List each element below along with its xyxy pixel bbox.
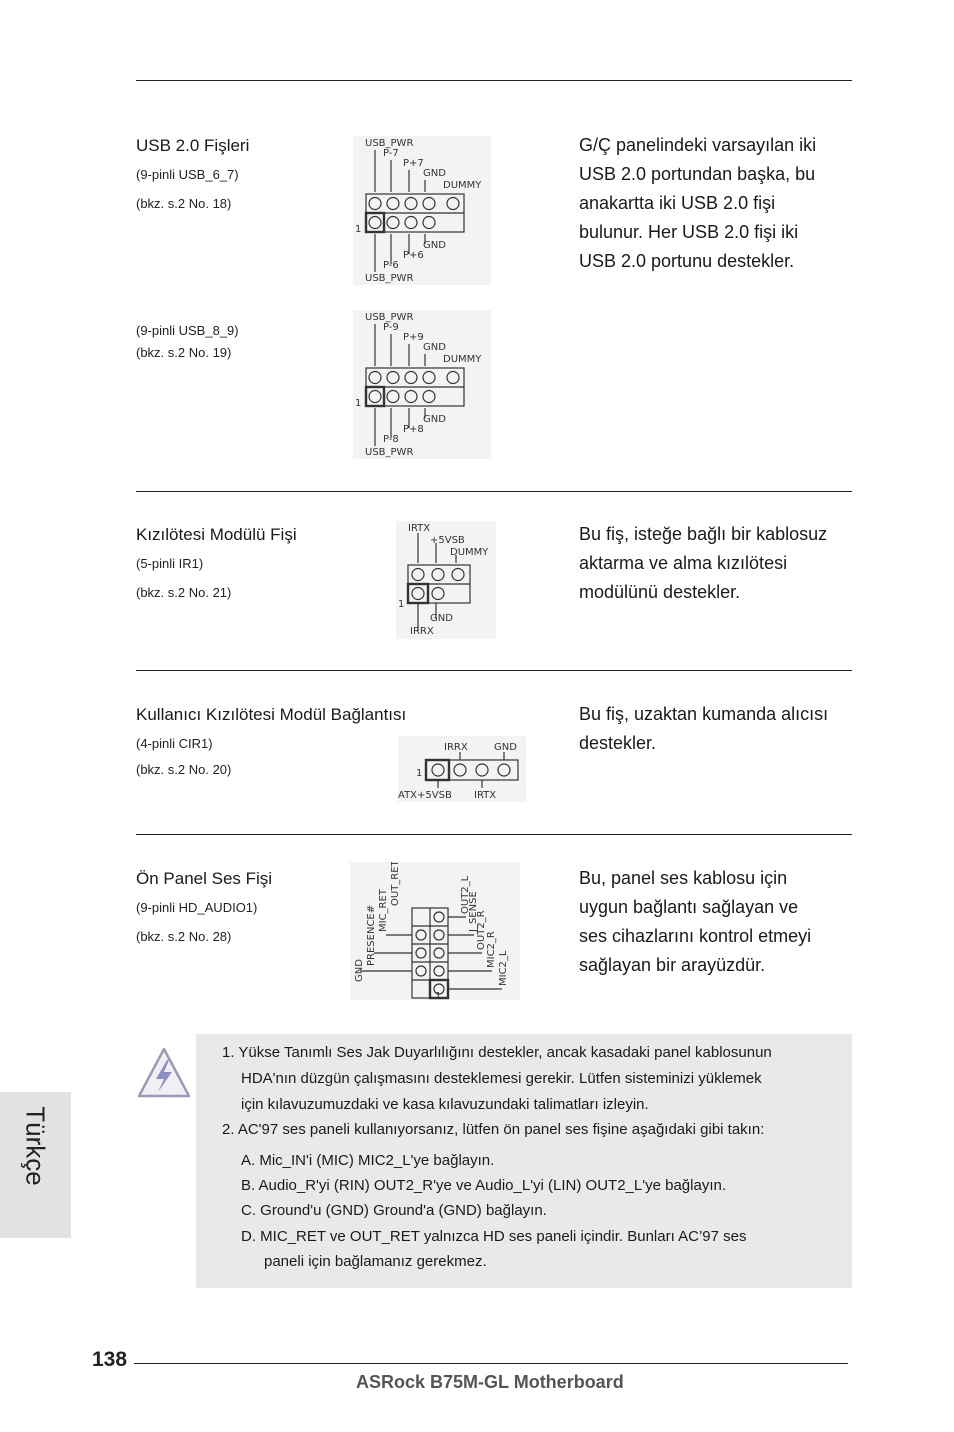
svg-text:GND: GND	[494, 742, 517, 753]
usb-header-ref: (bkz. s.2 No. 18)	[136, 196, 232, 211]
svg-text:IRTX: IRTX	[474, 790, 497, 801]
svg-text:P-6: P-6	[383, 260, 399, 271]
svg-text:PRESENCE#: PRESENCE#	[366, 904, 377, 966]
svg-text:P-7: P-7	[383, 148, 399, 159]
svg-text:J_SENSE: J_SENSE	[468, 891, 479, 932]
page-number: 138	[92, 1348, 128, 1371]
section-divider	[136, 491, 852, 492]
svg-text:MIC2_R: MIC2_R	[486, 931, 497, 968]
svg-text:DUMMY: DUMMY	[443, 354, 482, 365]
cir-header-title: Kullanıcı Kızılötesi Modül Bağlantısı	[136, 705, 407, 724]
note-2-d-line-2: paneli için bağlamanız gerekmez.	[264, 1253, 487, 1270]
cir-header-ref: (bkz. s.2 No. 20)	[136, 762, 232, 777]
svg-text:IRRX: IRRX	[444, 742, 468, 753]
note-1-line-2: HDA'nın düzgün çalışmasını desteklemesi gerekir. Lütfen sisteminizi yüklemek	[241, 1070, 762, 1087]
svg-text:USB_PWR: USB_PWR	[365, 138, 414, 149]
svg-text:1: 1	[355, 398, 362, 409]
svg-text:P+9: P+9	[403, 332, 424, 343]
svg-text:GND: GND	[423, 414, 446, 425]
audio-header-description: Bu, panel ses kablosu için uygun bağlantı sağlayan ve ses cihazlarını kontrol etmeyi sağlayan bir arayüzdür.	[579, 868, 812, 975]
svg-text:IRRX: IRRX	[410, 626, 434, 637]
usb-header-pin-label: (9-pinli USB_6_7)	[136, 167, 239, 182]
audio-header-title: Ön Panel Ses Fişi	[136, 869, 273, 888]
cir-header-pin-label: (4-pinli CIR1)	[136, 736, 213, 751]
svg-text:1: 1	[355, 224, 362, 235]
language-tab-label: Türkçe	[20, 1106, 51, 1186]
ir-pin-diagram	[396, 521, 496, 639]
ir-header-ref: (bkz. s.2 No. 21)	[136, 585, 232, 600]
svg-text:+5VSB: +5VSB	[430, 535, 465, 546]
note-1-line-3: için kılavuzumuzdaki ve kasa kılavuzundaki talimatları izleyin.	[241, 1096, 649, 1113]
svg-text:DUMMY: DUMMY	[443, 180, 482, 191]
cir-header-description: Bu fiş, uzaktan kumanda alıcısı destekler.	[579, 704, 829, 753]
ir-header-description: Bu fiş, isteğe bağlı bir kablosuz aktarma ve alma kızılötesi modülünü destekler.	[579, 524, 828, 602]
cir-pin-diagram	[398, 736, 526, 802]
note-2-c: C. Ground'u (GND) Ground'a (GND) bağlayın.	[241, 1202, 547, 1219]
svg-text:USB_PWR: USB_PWR	[365, 273, 414, 284]
svg-text:GND: GND	[423, 168, 446, 179]
footer-rule	[134, 1363, 848, 1364]
note-1-line-1: 1. Yükse Tanımlı Ses Jak Duyarlılığını destekler, ancak kasadaki panel kablosunun	[222, 1044, 772, 1061]
svg-text:1: 1	[435, 991, 442, 1000]
svg-text:ATX+5VSB: ATX+5VSB	[398, 790, 452, 801]
usb-header2-pin-label: (9-pinli USB_8_9)	[136, 323, 239, 338]
usb-header2-ref: (bkz. s.2 No. 19)	[136, 345, 232, 360]
note-2-b: B. Audio_R'yi (RIN) OUT2_R'ye ve Audio_L'yi (LIN) OUT2_L'ye bağlayın.	[241, 1177, 726, 1194]
ir-header-title: Kızılötesi Modülü Fişi	[136, 525, 297, 544]
svg-text:P+8: P+8	[403, 424, 424, 435]
svg-text:OUT_RET: OUT_RET	[390, 862, 401, 906]
svg-text:GND: GND	[430, 613, 453, 624]
svg-text:OUT2_R: OUT2_R	[476, 910, 487, 950]
hd-audio-pin-diagram	[350, 862, 520, 1000]
svg-text:P-9: P-9	[383, 322, 399, 333]
ir-header-pin-label: (5-pinli IR1)	[136, 556, 204, 571]
usb-8-9-pin-diagram	[353, 310, 491, 459]
svg-text:P+6: P+6	[403, 250, 424, 261]
footer-title: ASRock B75M-GL Motherboard	[356, 1372, 624, 1392]
section-divider	[136, 670, 852, 671]
svg-text:DUMMY: DUMMY	[450, 547, 489, 558]
svg-text:P-8: P-8	[383, 434, 399, 445]
usb-6-7-pin-diagram	[353, 136, 491, 285]
svg-text:GND: GND	[423, 342, 446, 353]
svg-text:GND: GND	[354, 959, 365, 982]
audio-header-pin-label: (9-pinli HD_AUDIO1)	[136, 900, 258, 915]
svg-text:1: 1	[398, 599, 405, 610]
note-2-a: A. Mic_IN'i (MIC) MIC2_L'ye bağlayın.	[241, 1152, 495, 1169]
note-2: 2. AC'97 ses paneli kullanıyorsanız, lütfen ön panel ses fişine aşağıdaki gibi takın:	[222, 1121, 765, 1138]
note-2-d-line-1: D. MIC_RET ve OUT_RET yalnızca HD ses paneli içindir. Bunları AC’97 ses	[241, 1228, 747, 1245]
svg-text:1: 1	[416, 768, 423, 779]
svg-text:MIC2_L: MIC2_L	[498, 950, 509, 986]
usb-header-description: G/Ç panelindeki varsayılan iki USB 2.0 portundan başka, bu anakartta iki USB 2.0 fişi bulunur. Her USB 2.0 fişi iki USB 2.0 portunu destekler.	[579, 135, 817, 271]
svg-text:USB_PWR: USB_PWR	[365, 447, 414, 458]
warning-icon	[136, 1046, 192, 1100]
svg-text:OUT2_L: OUT2_L	[460, 875, 471, 914]
svg-text:P+7: P+7	[403, 158, 424, 169]
usb-header-title: USB 2.0 Fişleri	[136, 136, 250, 155]
audio-header-ref: (bkz. s.2 No. 28)	[136, 929, 232, 944]
svg-text:IRTX: IRTX	[408, 523, 431, 534]
top-rule	[136, 80, 852, 81]
svg-text:GND: GND	[423, 240, 446, 251]
section-divider	[136, 834, 852, 835]
svg-text:USB_PWR: USB_PWR	[365, 312, 414, 323]
svg-text:MIC_RET: MIC_RET	[378, 889, 389, 932]
